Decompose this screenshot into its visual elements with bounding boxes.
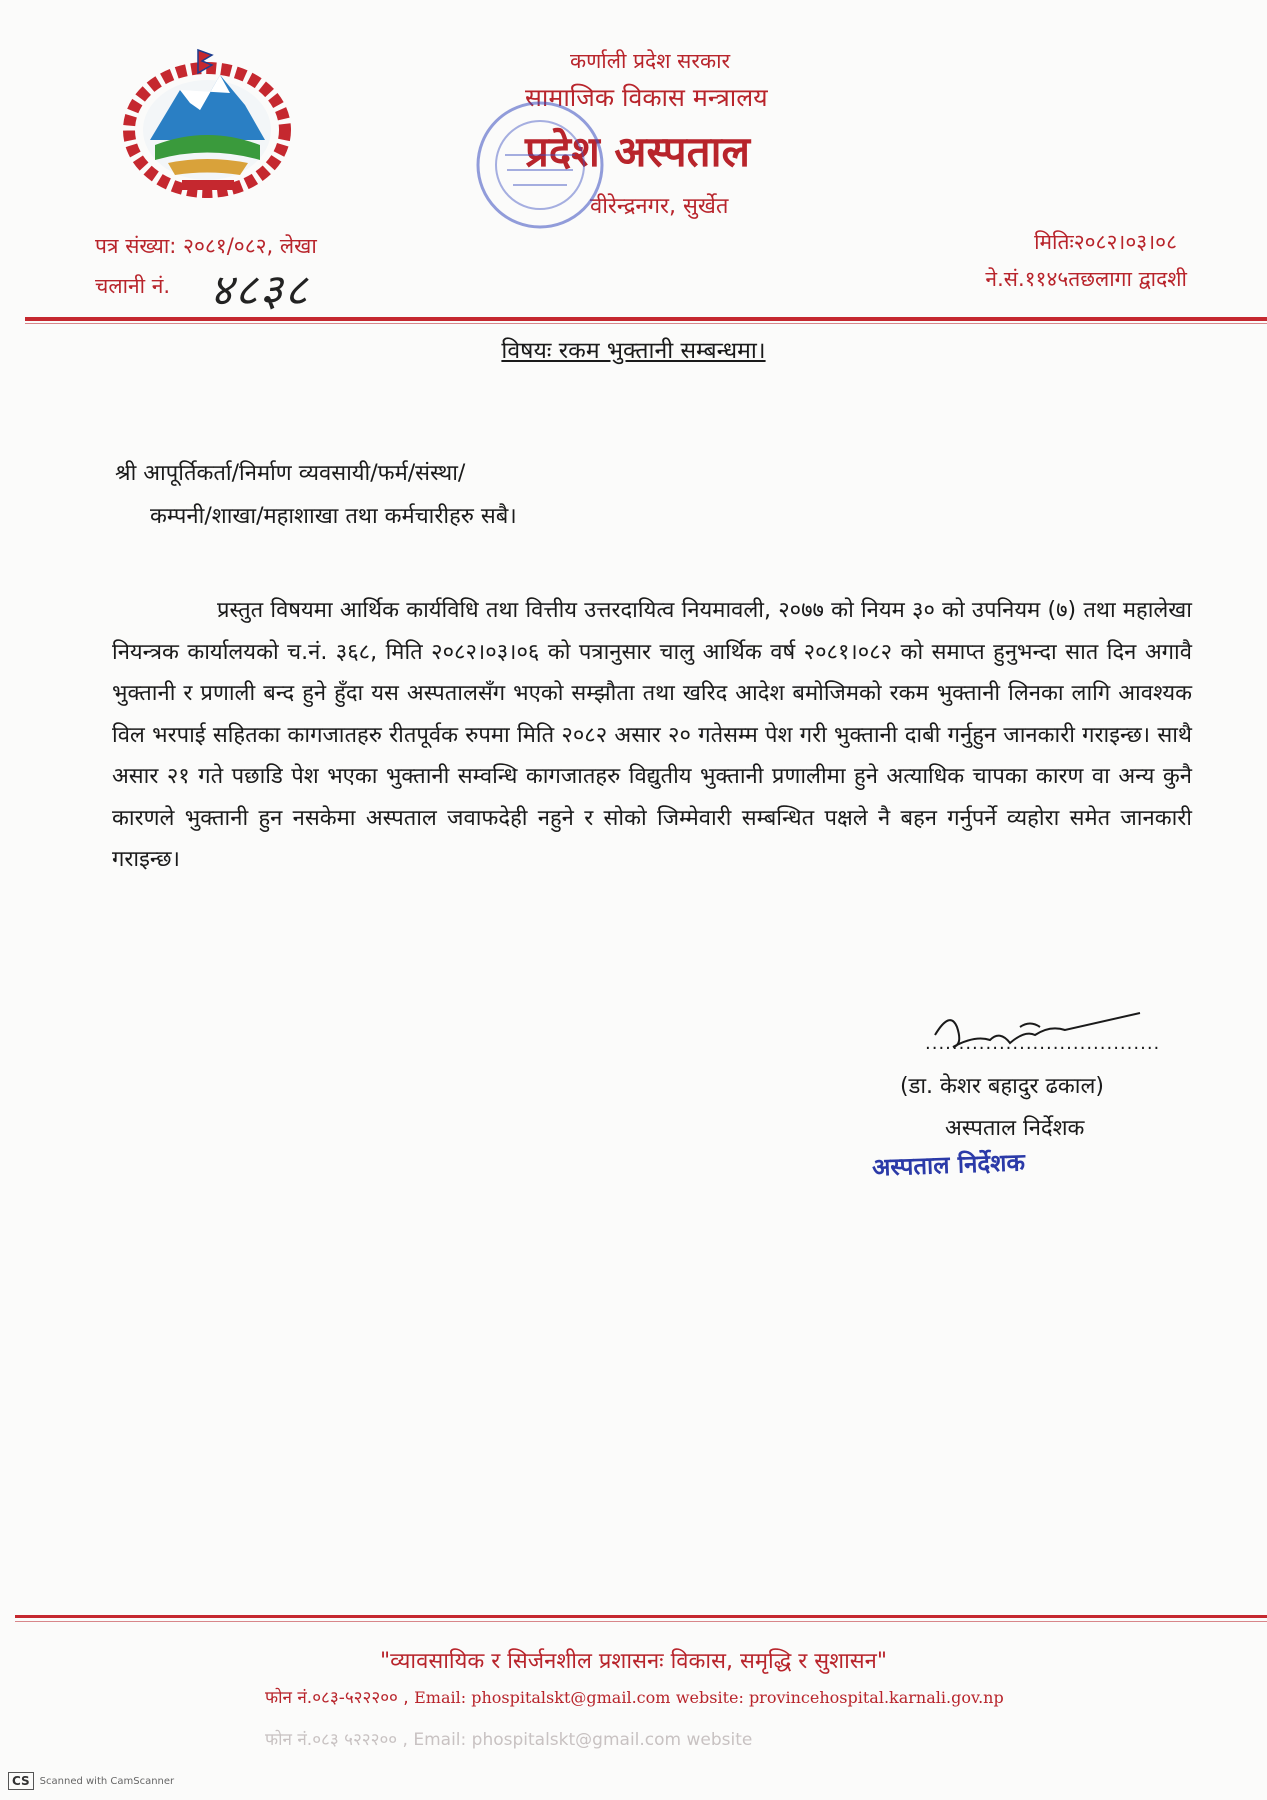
footer-contact [265,1685,1004,1708]
hospital-name: प्रदेश अस्पताल [525,127,750,176]
header-divider [25,317,1267,321]
footer-motto: "व्यावसायिक र सिर्जनशील प्रशासनः विकास, समृद्धि र सुशासन" [379,1649,887,1674]
signatory-title: अस्पताल निर्देशक [945,1116,1085,1141]
signatory-name: (डा. केशर बहादुर ढकाल) [900,1074,1104,1099]
scanner-watermark [8,1772,174,1790]
footer-contact-bleed: फोन नं.०८३ ५२२२०० , Email: phospitalskt@gmail.com website [265,1730,753,1750]
signature-line: ................................... [925,1033,1161,1054]
camscanner-logo-icon: CS [8,1772,34,1790]
government-name: कर्णाली प्रदेश सरकार [570,49,731,73]
office-stamp-icon [465,95,615,235]
dispatch-number: ४८३८ [210,265,310,316]
letter-body: प्रस्तुत विषयमा आर्थिक कार्यविधि तथा वित्तीय उत्तरदायित्व नियमावली, २०७७ को नियम ३० को उपनियम (७) तथा महालेखा नियन्त्रक कार्यालयको च.नं. ३६८, मिति २०८२।०३।०६ को पत्रानुसार चालु आर्थिक वर्ष २०८१।०८२ को समाप्त हुनुभन्दा सात दिन अगावै भुक्तानी र प्रणाली बन्द हुने हुँदा यस अस्पतालसँग भएको सम्झौता तथा खरिद आदेश बमोजिमको रकम भुक्तानी लिनका लागि आवश्यक विल भरपाई सहितका कागजातहरु रीतपूर्वक रुपमा मिति २०८२ असार २० गतेसम्म पेश गरी भुक्तानी दाबी गर्नुहुन जानकारी गराइन्छ। साथै असार २१ गते पछाडि पेश भएका भुक्तानी सम्वन्धि कागजातहरु विद्युतीय भुक्तानी प्रणालीमा हुने अत्याधिक चापका कारण वा अन्य कुनै कारणले भुक्तानी हुन नसकेमा अस्पताल जवाफदेही नहुने र सोको जिम्मेवारी सम्बन्धित पक्षले नै बहन गर्नुपर्ने व्यहोरा समेत जानकारी गराइन्छ। [112,598,1192,872]
footer-email: Email: phospitalskt@gmail.com [414,1688,671,1707]
nepal-sambat-date: ने.सं.११४५तछलागा द्वादशी [985,267,1187,291]
reference-number: पत्र संख्या: २०८१/०८२, लेखा [95,234,317,258]
scanner-text: Scanned with CamScanner [39,1775,175,1787]
government-emblem-icon [120,45,295,205]
footer-website: website: provincehospital.karnali.gov.np [675,1688,1004,1707]
ministry-name: सामाजिक विकास मन्त्रालय [525,83,768,112]
recipient-line-2: कम्पनी/शाखा/महाशाखा तथा कर्मचारीहरु सबै। [150,504,517,529]
letter-date: मितिः२०८२।०३।०८ [1034,230,1177,254]
header-divider-thin [25,323,1267,324]
footer-phone: फोन नं.०८३-५२२२०० , [265,1688,409,1708]
dispatch-label: चलानी नं. [95,274,171,298]
subject-text: विषयः रकम भुक्तानी सम्बन्धमा। [501,338,766,364]
recipient-line-1: श्री आपूर्तिकर्ता/निर्माण व्यवसायी/फर्म/संस्था/ [115,461,466,486]
designation-stamp: अस्पताल निर्देशक [871,1148,1026,1182]
hospital-address: वीरेन्द्रनगर, सुर्खेत [590,194,729,219]
footer-divider [15,1615,1267,1618]
letter-subject [0,333,1267,365]
footer-divider-thin [15,1621,1267,1622]
